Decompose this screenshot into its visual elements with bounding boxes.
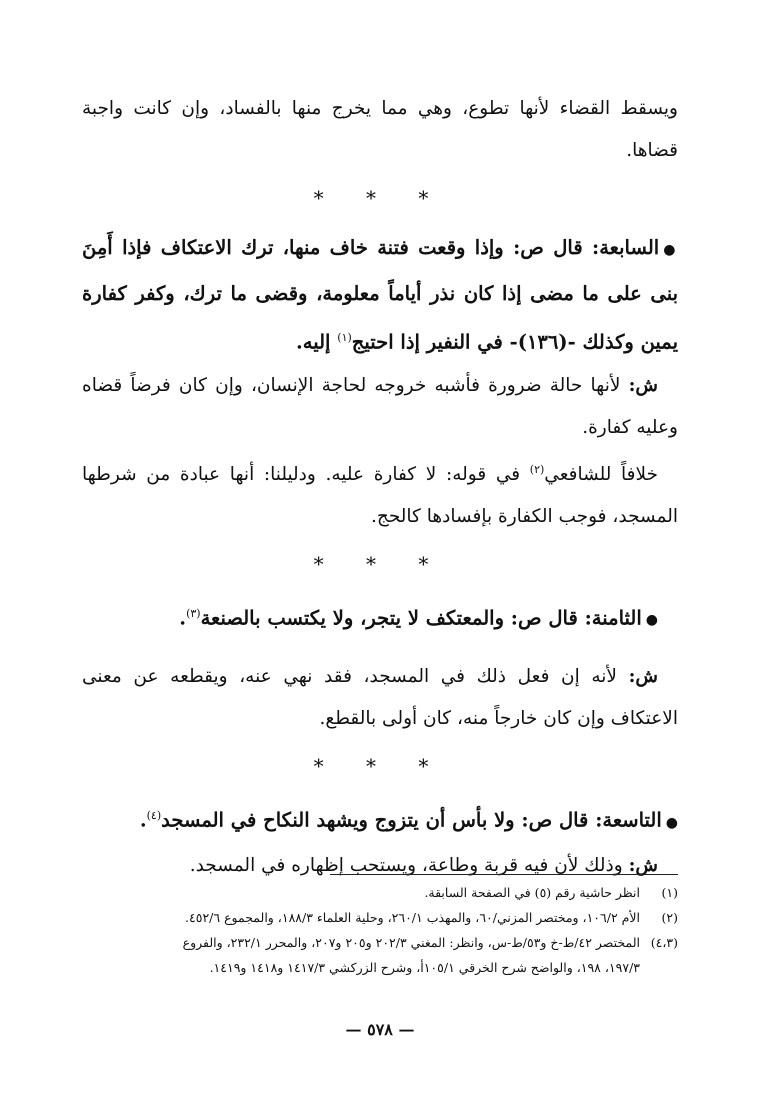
- footnote-divider: [330, 874, 678, 875]
- footnote-number: [640, 955, 678, 980]
- footnote-ref[interactable]: (٢): [529, 462, 545, 476]
- section-divider: * * *: [313, 186, 447, 210]
- footnote-number: (٤،٣): [650, 935, 678, 950]
- section-seventh: [82, 226, 678, 365]
- footnote-ref[interactable]: (١): [337, 331, 352, 344]
- commentary-text: لأنه إن فعل ذلك في المسجد، فقد نهي عنه، ويقطعه عن معنى الاعتكاف وإن كان خارجاً منه، كان أولى بالقطع.: [82, 666, 678, 730]
- footnote-text: انظر حاشية رقم (٥) في الصفحة السابقة.: [424, 885, 640, 900]
- page-body: [82, 88, 678, 887]
- footnotes: [68, 880, 678, 980]
- section-text: قال ص: وإذا وقعت فتنة خاف منها، ترك الاعتكاف فإذا أَمِنَ بنى على ما مضى إذا كان نذر أياماً معلومة، وقضى ما ترك، وكفر كفارة يمين وكذلك -(١٣٦)- في النفير إذا احتيج: [82, 236, 678, 354]
- section-label: السابعة:: [592, 236, 660, 259]
- section-label: الثامنة:: [584, 606, 642, 630]
- commentary-eighth: [82, 656, 678, 740]
- commentary-text: وذلك لأن فيه قربة وطاعة، ويستحب إظهاره في المسجد.: [189, 854, 623, 876]
- bullet-icon: ●: [663, 242, 678, 258]
- footnote-text: المختصر ٤٢/ط-خ و٥٣/ط-س، وانظر: المغني ٢٠٢/٣ و٢٠٥ و٢٠٧، والمحرر ٢٣٢/١، والفروع: [182, 935, 640, 950]
- section-tail: .: [179, 606, 187, 630]
- commentary-label: ش:: [628, 374, 658, 396]
- page-number: — ٥٧٨ —: [345, 1020, 415, 1039]
- section-label: التاسعة:: [595, 808, 662, 832]
- footnote-item: [68, 880, 678, 905]
- footnote-number: (٢): [661, 910, 678, 925]
- footnote-item: [68, 905, 678, 930]
- section-tail: .: [139, 808, 147, 832]
- section-divider: * * *: [313, 754, 447, 779]
- footnote-item: [68, 930, 678, 955]
- section-ninth: [82, 794, 678, 845]
- commentary-seventh-b: [82, 449, 678, 538]
- footnote-ref[interactable]: (٣): [186, 606, 201, 620]
- bullet-icon: ●: [665, 814, 678, 831]
- commentary-text: في قوله: لا كفارة عليه. ودليلنا: أنها عبادة من شرطها المسجد، فوجب الكفارة بإفسادها كالحج.: [82, 463, 678, 527]
- section-tail: إليه.: [295, 330, 331, 354]
- commentary-label: ش:: [628, 666, 658, 688]
- section-divider: * * *: [313, 551, 447, 576]
- paragraph-intro: ويسقط القضاء لأنها تطوع، وهي مما يخرج منها بالفساد، وإن كانت واجبة قضاها.: [82, 98, 678, 161]
- commentary-head: خلافاً للشافعي: [544, 463, 658, 485]
- section-text: قال ص: والمعتكف لا يتجر، ولا يكتسب بالصنعة: [200, 606, 578, 630]
- footnote-text: الأم ١٠٦/٢، ومختصر المزني/٦٠، والمهذب ٢٦٠/١، وحلية العلماء ١٨٨/٣، والمجموع ٤٥٢/٦.: [185, 910, 640, 925]
- footnote-text: ١٩٧/٣، ١٩٨، والواضح شرح الخرقي ١٠٥/١أ، وشرح الزركشي ١٤١٧/٣ و١٤١٨ و١٤١٩.: [209, 960, 640, 975]
- commentary-label: ش:: [628, 854, 658, 876]
- commentary-seventh-a: [82, 365, 678, 449]
- bullet-icon: ●: [645, 612, 658, 629]
- commentary-text: لأنها حالة ضرورة فأشبه خروجه لحاجة الإنسان، وإن كان فرضاً قضاه وعليه كفارة.: [82, 374, 678, 438]
- footnote-item-continued: [68, 955, 678, 980]
- footnote-number: (١): [661, 885, 678, 900]
- section-text: قال ص: ولا بأس أن يتزوج ويشهد النكاح في المسجد: [161, 808, 589, 832]
- footnote-ref[interactable]: (٤): [146, 809, 162, 823]
- section-eighth: [82, 592, 678, 643]
